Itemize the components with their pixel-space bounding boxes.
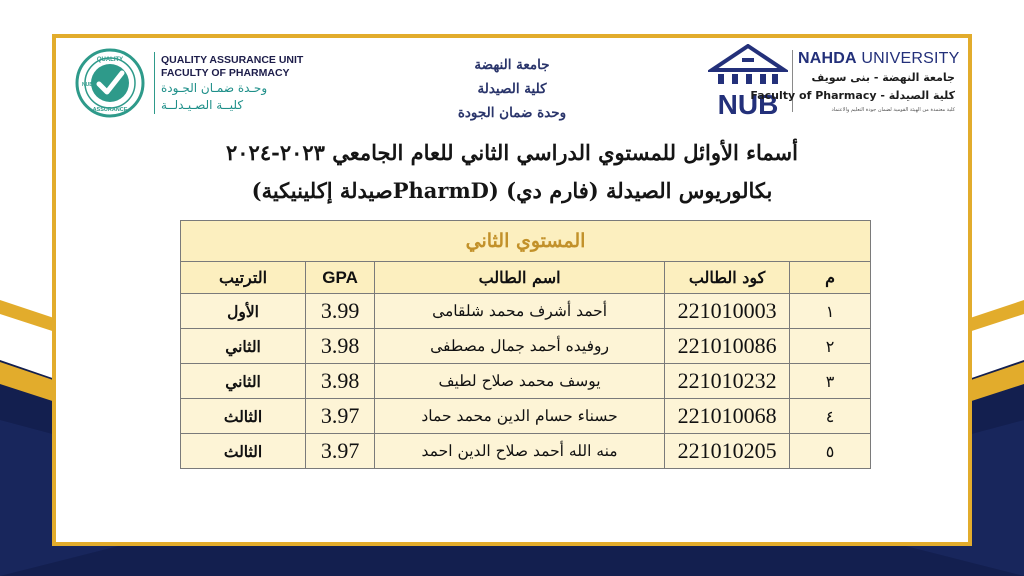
col-header-num: م xyxy=(790,262,871,294)
cell-gpa: 3.97 xyxy=(306,399,375,434)
quality-seal-icon xyxy=(75,48,145,118)
header-center-text xyxy=(400,53,624,125)
cell-rank: الثالث xyxy=(181,434,306,469)
university-name: NAHDA UNIVERSITY xyxy=(798,50,960,67)
university-arabic-line: جامعة النهضة - بنى سويف xyxy=(811,71,955,84)
qa-unit-ar: وحـدة ضمـان الجـودة xyxy=(161,81,268,95)
seal-side-text: NUB xyxy=(82,82,93,88)
cell-rank: الأول xyxy=(181,294,306,329)
qa-unit-en: QUALITY ASSURANCE UNIT xyxy=(161,54,304,66)
table-row xyxy=(181,364,871,399)
qa-faculty-ar: كليــة الصـيـدلــة xyxy=(161,98,244,112)
cell-num: ٢ xyxy=(790,329,871,364)
page-subtitle: بكالوريوس الصيدلة (فارم دي) (PharmDصيدلة إكلينيكية) xyxy=(251,178,773,203)
col-header-gpa: GPA xyxy=(306,262,375,294)
cell-num: ٣ xyxy=(790,364,871,399)
cell-name: أحمد أشرف محمد شلقامى xyxy=(375,294,665,329)
cell-gpa: 3.99 xyxy=(306,294,375,329)
logo-separator xyxy=(792,50,793,112)
cell-gpa: 3.97 xyxy=(306,434,375,469)
table-row xyxy=(181,294,871,329)
table-header-row xyxy=(181,262,871,294)
cell-rank: الثاني xyxy=(181,364,306,399)
table-row xyxy=(181,434,871,469)
level-banner: المستوي الثاني xyxy=(181,221,871,262)
header-unit: وحدة ضمان الجودة xyxy=(457,105,567,121)
top-students-table xyxy=(180,220,871,469)
cell-name: منه الله أحمد صلاح الدين احمد xyxy=(375,434,665,469)
faculty-line: Faculty of Pharmacy - كلية الصيدلة xyxy=(750,89,955,102)
cell-name: يوسف محمد صلاح لطيف xyxy=(375,364,665,399)
cell-gpa: 3.98 xyxy=(306,329,375,364)
cell-num: ٥ xyxy=(790,434,871,469)
cell-name: روفيده أحمد جمال مصطفى xyxy=(375,329,665,364)
page-title: أسماء الأوائل للمستوي الدراسي الثاني للعام الجامعي ٢٠٢٣-٢٠٢٤ xyxy=(226,140,798,165)
col-header-rank: الترتيب xyxy=(181,262,306,294)
cell-rank: الثالث xyxy=(181,399,306,434)
nahda-university-logo xyxy=(708,44,963,120)
header-university: جامعة النهضة xyxy=(474,57,550,73)
cell-code: 221010205 xyxy=(665,434,790,469)
cell-name: حسناء حسام الدين محمد حماد xyxy=(375,399,665,434)
nub-abbr: NUB xyxy=(717,89,779,116)
cell-num: ١ xyxy=(790,294,871,329)
cell-num: ٤ xyxy=(790,399,871,434)
qa-faculty-en: FACULTY OF PHARMACY xyxy=(161,67,290,79)
cell-gpa: 3.98 xyxy=(306,364,375,399)
header-faculty: كلية الصيدلة xyxy=(477,81,547,97)
quality-assurance-logo xyxy=(75,48,315,120)
table-row xyxy=(181,399,871,434)
col-header-name: اسم الطالب xyxy=(375,262,665,294)
seal-bottom-text: ASSURANCE xyxy=(92,107,128,113)
nub-building-icon xyxy=(708,44,788,116)
cell-code: 221010086 xyxy=(665,329,790,364)
col-header-code: كود الطالب xyxy=(665,262,790,294)
cell-code: 221010068 xyxy=(665,399,790,434)
seal-top-text: QUALITY xyxy=(96,57,124,63)
table-row xyxy=(181,329,871,364)
table-banner-row xyxy=(181,221,871,262)
cell-code: 221010232 xyxy=(665,364,790,399)
cell-code: 221010003 xyxy=(665,294,790,329)
accreditation-line: كلية معتمدة من الهيئة القومية لضمان جودة التعليم والاعتماد xyxy=(831,107,955,113)
cell-rank: الثاني xyxy=(181,329,306,364)
qa-separator xyxy=(154,52,155,114)
